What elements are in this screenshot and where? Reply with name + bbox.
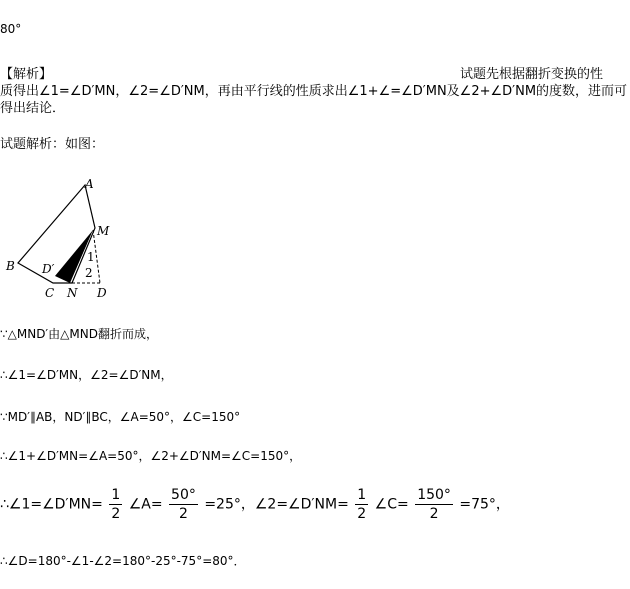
- label-A: A: [85, 177, 94, 191]
- fraction-150-over-2: [415, 486, 453, 523]
- fraction-50-over-2: [169, 486, 198, 523]
- solution-intro: 试题解析：如图：: [0, 137, 105, 152]
- analysis-line3: 得出结论．: [0, 101, 66, 116]
- step-2: ∴∠1=∠D′MN，∠2=∠D′NM，: [0, 368, 173, 382]
- label-B: B: [6, 259, 15, 273]
- analysis-line2: 质得出∠1=∠D′MN，∠2=∠D′NM，再由平行线的性质求出∠1+∠=∠D′MN及∠2+∠D′NM的度数，进而可: [0, 84, 628, 99]
- analysis-line1: 试题先根据翻折变换的性: [460, 67, 604, 82]
- frac3-num: 1: [357, 487, 367, 503]
- frac4-den: 2: [429, 506, 439, 522]
- label-M: M: [97, 224, 110, 238]
- frac1-den: 2: [111, 506, 121, 522]
- frac3-den: 2: [357, 506, 367, 522]
- step5-part5: =75°，: [459, 496, 510, 513]
- label-Dprime: D′: [42, 262, 55, 276]
- step5-part1: ∴∠1=∠D′MN=: [0, 496, 103, 513]
- frac1-num: 1: [111, 487, 121, 503]
- label-D: D: [97, 286, 107, 300]
- analysis-heading: 【解析】: [0, 67, 53, 82]
- fraction-half-2: [355, 486, 368, 523]
- label-angle1: 1: [87, 250, 95, 264]
- quadrilateral-outline: [18, 185, 95, 283]
- frac2-num: 50°: [171, 487, 196, 503]
- label-N: N: [67, 286, 78, 300]
- step5-part4: ∠C=: [374, 496, 409, 513]
- step5-part2: ∠A=: [128, 496, 163, 513]
- label-angle2: 2: [85, 266, 93, 280]
- step5-part3: =25°，∠2=∠D′NM=: [204, 496, 349, 513]
- step-3: ∵MD′∥AB，ND′∥BC，∠A=50°，∠C=150°: [0, 410, 241, 424]
- step-1: ∵△MND′由△MND翻折而成，: [0, 327, 158, 341]
- frac4-num: 150°: [417, 487, 451, 503]
- answer-text: 80°: [0, 22, 22, 36]
- step-4: ∴∠1+∠D′MN=∠A=50°，∠2+∠D′NM=∠C=150°，: [0, 449, 302, 463]
- step-6: ∴∠D=180°-∠1-∠2=180°-25°-75°=80°．: [0, 554, 246, 568]
- geometry-figure: [0, 175, 125, 305]
- frac2-den: 2: [178, 506, 188, 522]
- label-C: C: [45, 286, 55, 300]
- step-5: [0, 486, 510, 523]
- fraction-half-1: [109, 486, 122, 523]
